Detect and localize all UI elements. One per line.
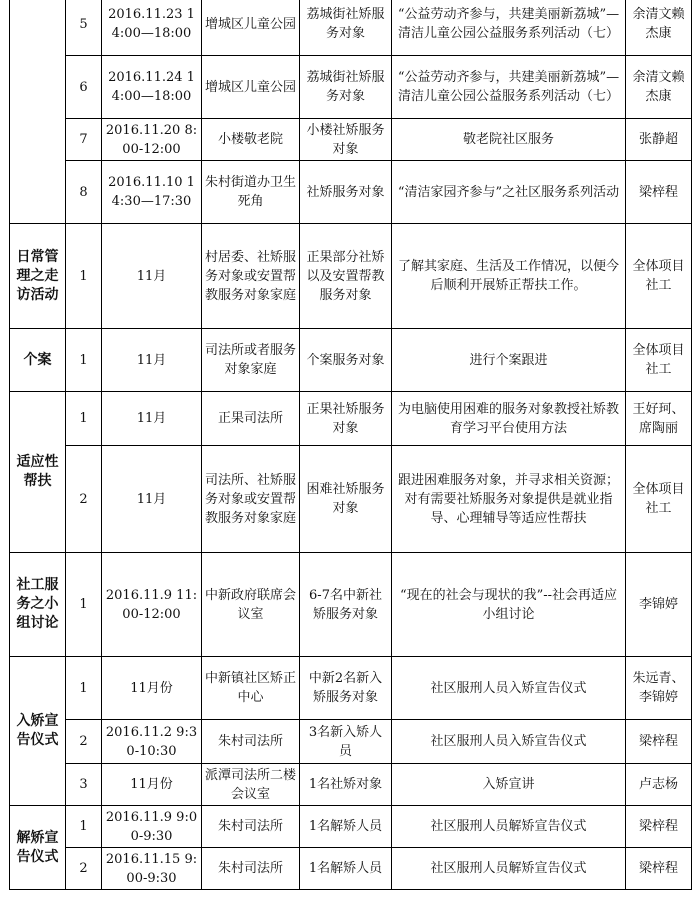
- row-number-cell: 2: [66, 446, 102, 553]
- content-cell: 社区服刑人员解矫宣告仪式: [392, 848, 626, 890]
- staff-cell: 王好珂、席陶丽: [626, 392, 692, 446]
- category-cell: 日常管理之走访活动: [10, 224, 66, 329]
- content-cell: 为电脑使用困难的服务对象教授社矫教育学习平台使用方法: [392, 392, 626, 446]
- staff-cell: 全体项目社工: [626, 224, 692, 329]
- time-cell: 2016.11.10 14:30—17:30: [102, 161, 202, 224]
- row-number-cell: 2: [66, 720, 102, 764]
- row-number-cell: 2: [66, 848, 102, 890]
- row-number-cell: 1: [66, 392, 102, 446]
- content-cell: 跟进困难服务对象，并寻求相关资源；对有需要社矫服务对象提供是就业指导、心理辅导等适应性帮扶: [392, 446, 626, 553]
- row-number-cell: 1: [66, 224, 102, 329]
- time-cell: 11月份: [102, 657, 202, 720]
- place-cell: 司法所、社矫服务对象或安置帮教服务对象家庭: [202, 446, 300, 553]
- activity-schedule-table: [9, 0, 692, 890]
- content-cell: 社区服刑人员入矫宣告仪式: [392, 657, 626, 720]
- staff-cell: 张静超: [626, 119, 692, 161]
- staff-cell: 梁梓程: [626, 806, 692, 848]
- place-cell: 村居委、社矫服务对象或安置帮教服务对象家庭: [202, 224, 300, 329]
- place-cell: 正果司法所: [202, 392, 300, 446]
- time-cell: 2016.11.2 9:30-10:30: [102, 720, 202, 764]
- row-number-cell: 3: [66, 764, 102, 806]
- time-cell: 11月份: [102, 764, 202, 806]
- table-row: [10, 392, 692, 446]
- table-row: [10, 56, 692, 119]
- table-row: [10, 446, 692, 553]
- staff-cell: 全体项目社工: [626, 329, 692, 392]
- place-cell: 增城区儿童公园: [202, 56, 300, 119]
- category-cell: 社工服务之小组讨论: [10, 553, 66, 657]
- time-cell: 2016.11.23 14:00—18:00: [102, 0, 202, 56]
- staff-cell: 梁梓程: [626, 848, 692, 890]
- table-row: [10, 119, 692, 161]
- row-number-cell: 1: [66, 553, 102, 657]
- content-cell: “清洁家园齐参与”之社区服务系列活动: [392, 161, 626, 224]
- target-cell: 荔城街社矫服务对象: [300, 0, 392, 56]
- target-cell: 困难社矫服务对象: [300, 446, 392, 553]
- table-row: [10, 553, 692, 657]
- content-cell: “现在的社会与现状的我”--社会再适应小组讨论: [392, 553, 626, 657]
- time-cell: 11月: [102, 329, 202, 392]
- place-cell: 派潭司法所二楼会议室: [202, 764, 300, 806]
- target-cell: 荔城街社矫服务对象: [300, 56, 392, 119]
- content-cell: 敬老院社区服务: [392, 119, 626, 161]
- place-cell: 增城区儿童公园: [202, 0, 300, 56]
- place-cell: 朱村司法所: [202, 720, 300, 764]
- staff-cell: 余清文赖杰康: [626, 0, 692, 56]
- staff-cell: 全体项目社工: [626, 446, 692, 553]
- table-row: [10, 806, 692, 848]
- place-cell: 朱村司法所: [202, 806, 300, 848]
- content-cell: 社区服刑人员解矫宣告仪式: [392, 806, 626, 848]
- table-row: [10, 224, 692, 329]
- category-cell: 入矫宣告仪式: [10, 657, 66, 806]
- time-cell: 2016.11.9 9:00-9:30: [102, 806, 202, 848]
- content-cell: 入矫宣讲: [392, 764, 626, 806]
- staff-cell: 余清文赖杰康: [626, 56, 692, 119]
- time-cell: 2016.11.24 14:00—18:00: [102, 56, 202, 119]
- time-cell: 11月: [102, 446, 202, 553]
- row-number-cell: 1: [66, 806, 102, 848]
- place-cell: 小楼敬老院: [202, 119, 300, 161]
- content-cell: 了解其家庭、生活及工作情况，以便今后顺利开展矫正帮扶工作。: [392, 224, 626, 329]
- category-cell: [10, 0, 66, 224]
- target-cell: 3名新入矫人员: [300, 720, 392, 764]
- target-cell: 正果社矫服务对象: [300, 392, 392, 446]
- category-cell: 个案: [10, 329, 66, 392]
- place-cell: 朱村司法所: [202, 848, 300, 890]
- staff-cell: 李锦婷: [626, 553, 692, 657]
- time-cell: 2016.11.9 11:00-12:00: [102, 553, 202, 657]
- row-number-cell: 8: [66, 161, 102, 224]
- row-number-cell: 5: [66, 0, 102, 56]
- category-cell: 解矫宣告仪式: [10, 806, 66, 890]
- category-cell: 适应性帮扶: [10, 392, 66, 553]
- table-row: [10, 161, 692, 224]
- place-cell: 中新政府联席会议室: [202, 553, 300, 657]
- target-cell: 1名解矫人员: [300, 848, 392, 890]
- time-cell: 2016.11.15 9:00-9:30: [102, 848, 202, 890]
- table-row: [10, 720, 692, 764]
- place-cell: 中新镇社区矫正中心: [202, 657, 300, 720]
- table-row: [10, 329, 692, 392]
- time-cell: 11月: [102, 392, 202, 446]
- target-cell: 社矫服务对象: [300, 161, 392, 224]
- row-number-cell: 7: [66, 119, 102, 161]
- target-cell: 正果部分社矫以及安置帮教服务对象: [300, 224, 392, 329]
- row-number-cell: 6: [66, 56, 102, 119]
- staff-cell: 梁梓程: [626, 161, 692, 224]
- place-cell: 朱村街道办卫生死角: [202, 161, 300, 224]
- table-row: [10, 764, 692, 806]
- content-cell: 社区服刑人员入矫宣告仪式: [392, 720, 626, 764]
- staff-cell: 梁梓程: [626, 720, 692, 764]
- row-number-cell: 1: [66, 657, 102, 720]
- table-row: [10, 848, 692, 890]
- staff-cell: 朱远青、李锦婷: [626, 657, 692, 720]
- table-body: [10, 0, 692, 890]
- table-row: [10, 657, 692, 720]
- target-cell: 个案服务对象: [300, 329, 392, 392]
- staff-cell: 卢志杨: [626, 764, 692, 806]
- content-cell: 进行个案跟进: [392, 329, 626, 392]
- target-cell: 1名解矫人员: [300, 806, 392, 848]
- time-cell: 11月: [102, 224, 202, 329]
- content-cell: “公益劳动齐参与，共建美丽新荔城”—清洁儿童公园公益服务系列活动（七）: [392, 0, 626, 56]
- content-cell: “公益劳动齐参与，共建美丽新荔城”—清洁儿童公园公益服务系列活动（七）: [392, 56, 626, 119]
- time-cell: 2016.11.20 8:00-12:00: [102, 119, 202, 161]
- target-cell: 小楼社矫服务对象: [300, 119, 392, 161]
- table-row: [10, 0, 692, 56]
- target-cell: 6-7名中新社矫服务对象: [300, 553, 392, 657]
- place-cell: 司法所或者服务对象家庭: [202, 329, 300, 392]
- target-cell: 1名社矫对象: [300, 764, 392, 806]
- row-number-cell: 1: [66, 329, 102, 392]
- target-cell: 中新2名新入矫服务对象: [300, 657, 392, 720]
